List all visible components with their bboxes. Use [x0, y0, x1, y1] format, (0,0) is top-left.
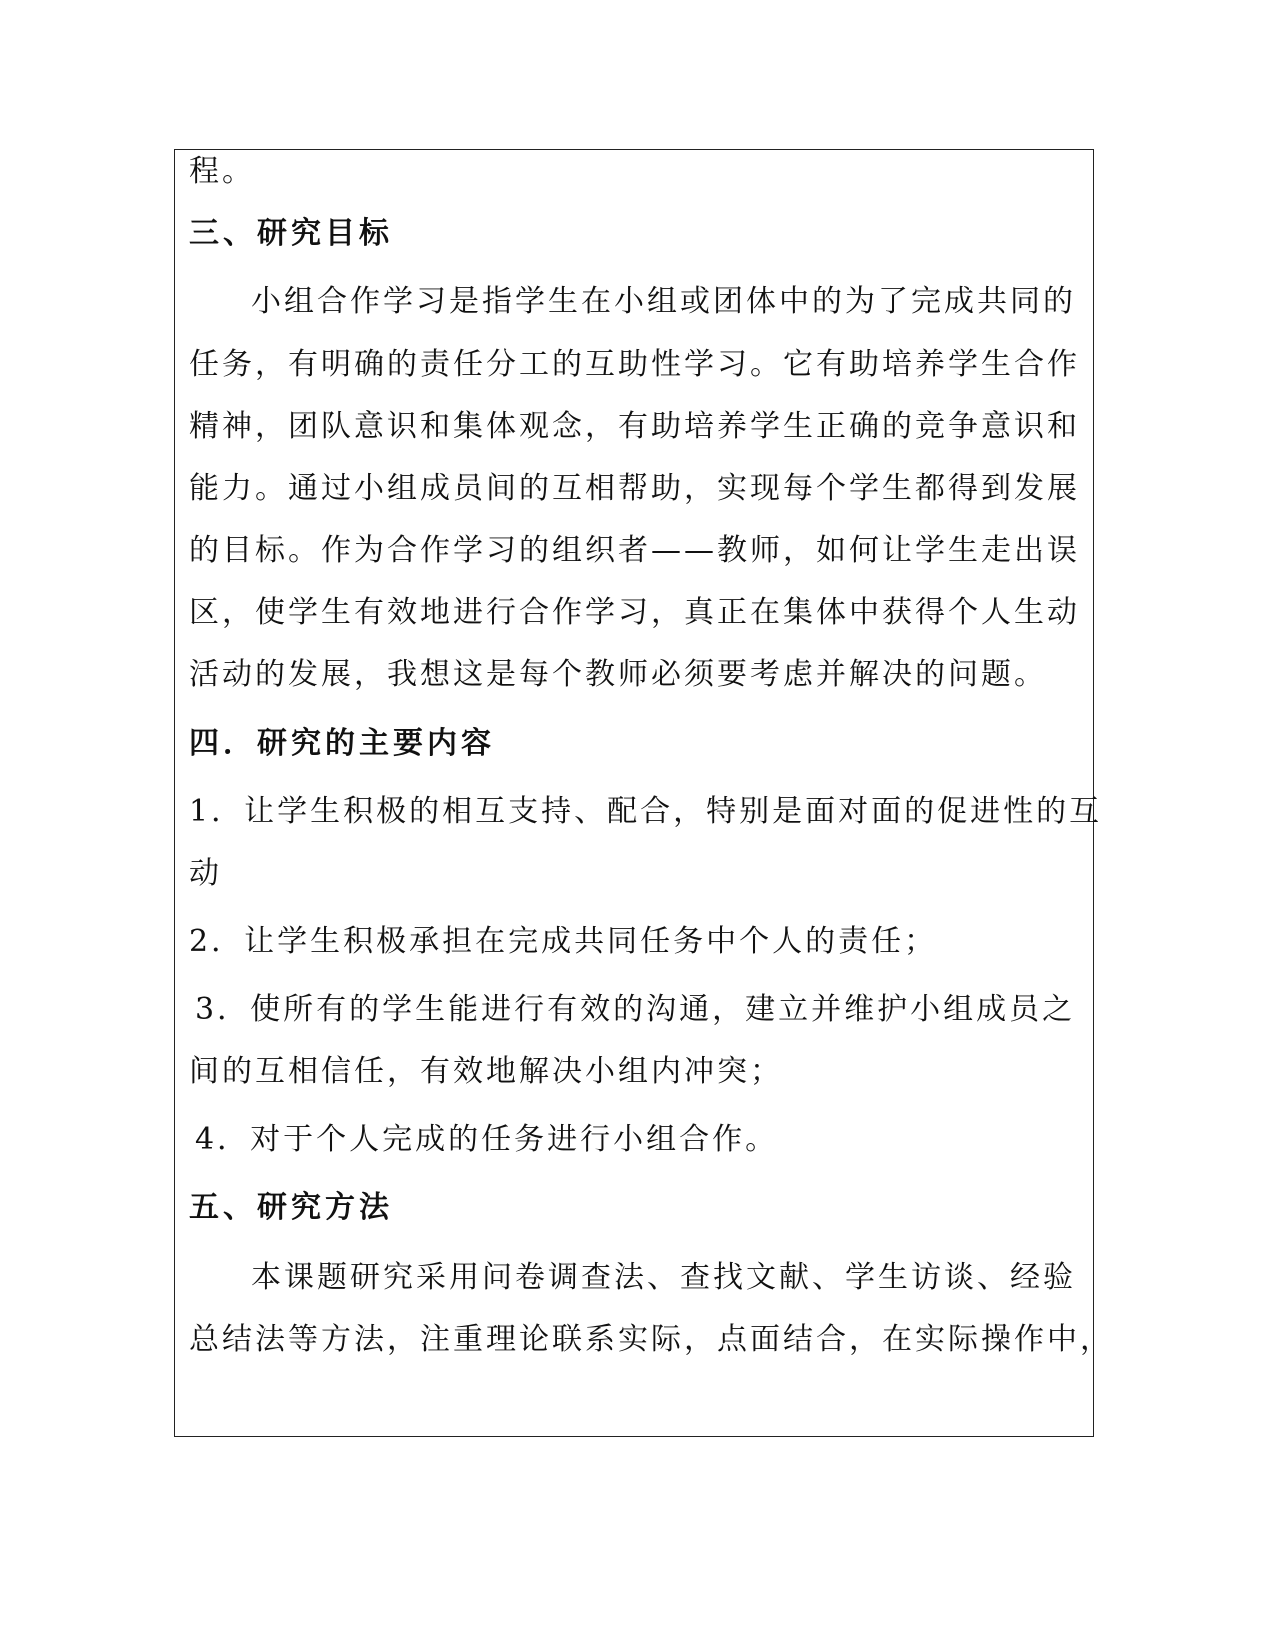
goals-paragraph-line: 精神，团队意识和集体观念，有助培养学生正确的竞争意识和	[189, 409, 1080, 444]
goals-paragraph-line: 任务，有明确的责任分工的互助性学习。它有助培养学生合作	[189, 347, 1080, 382]
section-heading-research-methods: 五、研究方法	[189, 1190, 393, 1225]
content-item-1-continuation: 动	[189, 856, 222, 891]
content-item-4: 4．对于个人完成的任务进行小组合作。	[195, 1122, 779, 1157]
goals-paragraph-line: 区，使学生有效地进行合作学习，真正在集体中获得个人生动	[189, 595, 1080, 630]
methods-paragraph-line: 本课题研究采用问卷调查法、查找文献、学生访谈、经验	[251, 1260, 1076, 1295]
content-item-3-continuation: 间的互相信任，有效地解决小组内冲突；	[189, 1054, 783, 1089]
goals-paragraph-line: 能力。通过小组成员间的互相帮助，实现每个学生都得到发展	[189, 471, 1080, 506]
paragraph-continuation: 程。	[189, 154, 255, 189]
content-item-1: 1．让学生积极的相互支持、配合，特别是面对面的促进性的互	[189, 794, 1103, 829]
content-item-3: 3．使所有的学生能进行有效的沟通，建立并维护小组成员之	[195, 992, 1076, 1027]
goals-paragraph-line: 小组合作学习是指学生在小组或团体中的为了完成共同的	[251, 284, 1076, 319]
section-heading-research-goals: 三、研究目标	[189, 216, 393, 251]
content-item-2: 2．让学生积极承担在完成共同任务中个人的责任；	[189, 924, 938, 959]
methods-paragraph-line: 总结法等方法，注重理论联系实际，点面结合，在实际操作中，	[189, 1322, 1113, 1357]
goals-paragraph-line: 的目标。作为合作学习的组织者——教师，如何让学生走出误	[189, 533, 1080, 568]
document-frame	[174, 149, 1113, 1437]
goals-paragraph-line: 活动的发展，我想这是每个教师必须要考虑并解决的问题。	[189, 657, 1047, 692]
section-heading-main-content: 四．研究的主要内容	[189, 726, 495, 761]
